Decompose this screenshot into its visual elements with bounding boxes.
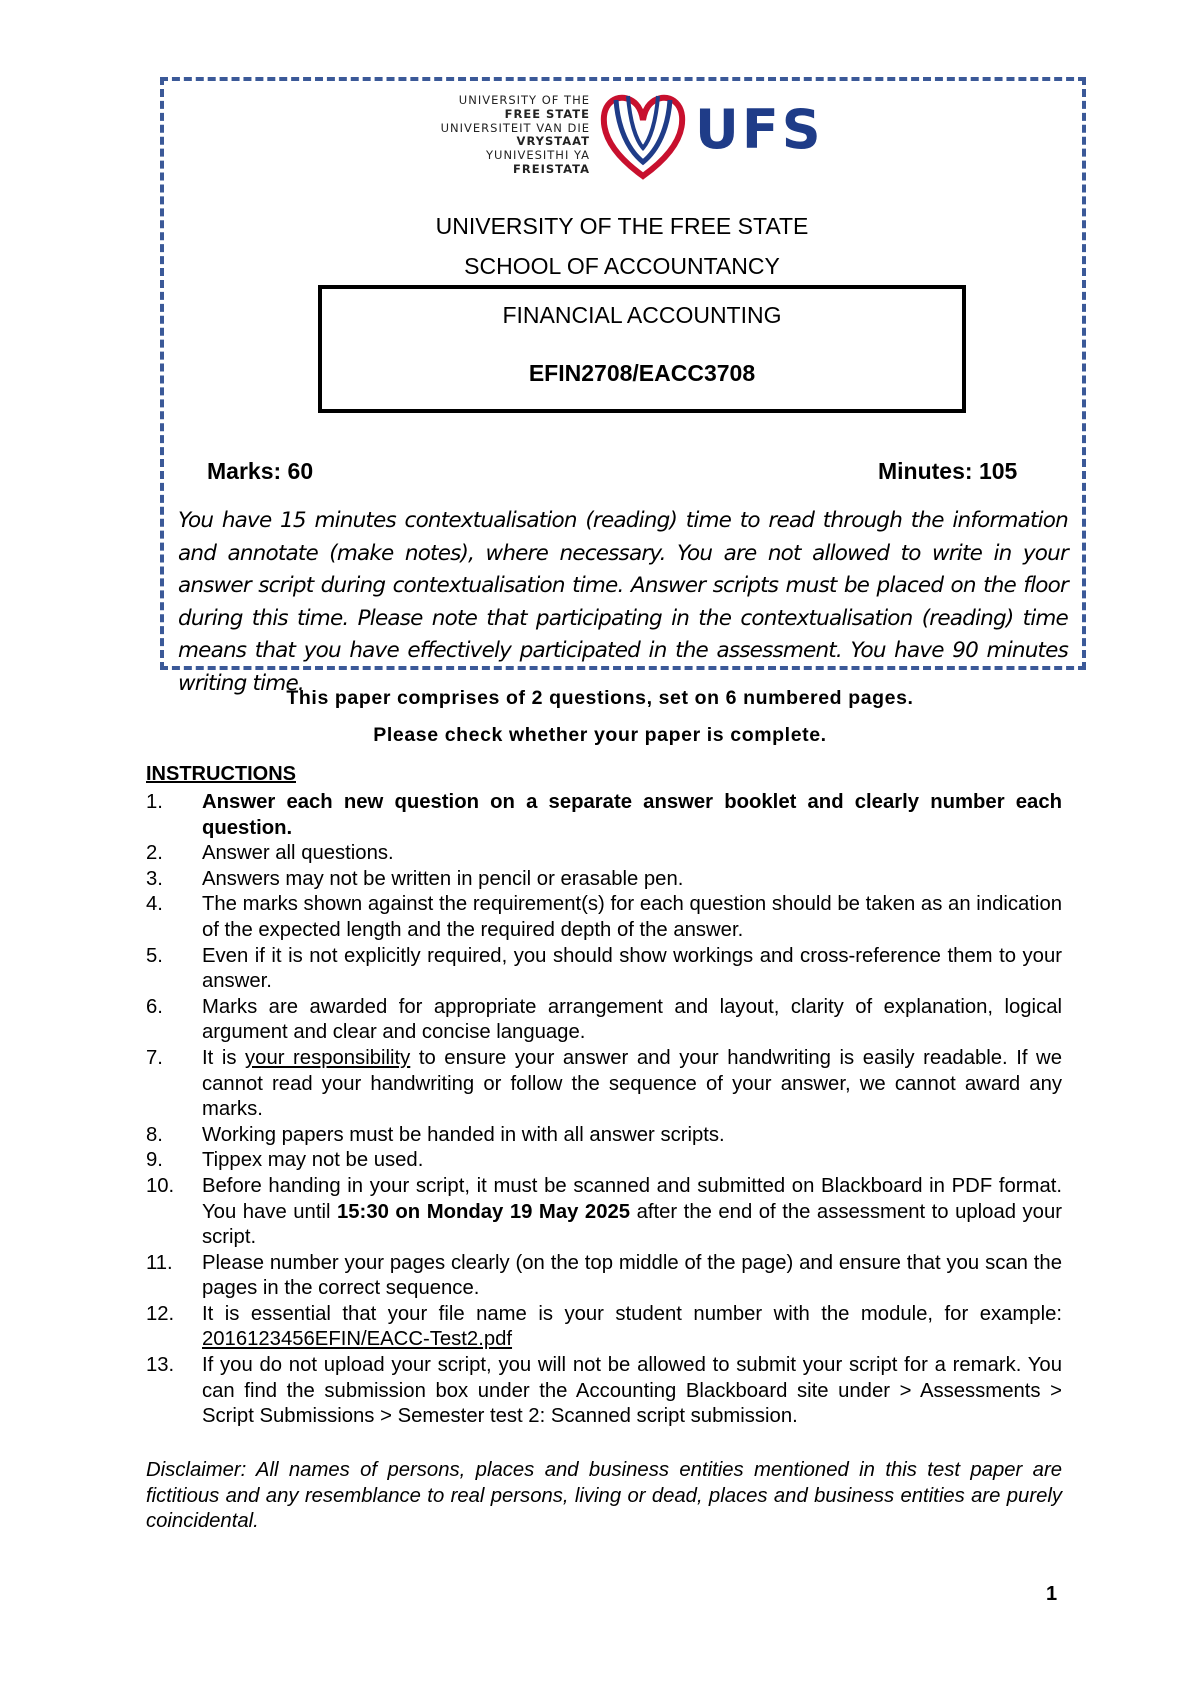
list-item	[146, 1148, 1062, 1174]
item-number: 7.	[146, 1046, 163, 1069]
logo-wordmark	[440, 94, 590, 177]
item-number: 6.	[146, 995, 163, 1018]
item-text: Answers may not be written in pencil or erasable pen.	[202, 867, 684, 890]
item-number: 8.	[146, 1123, 163, 1146]
example-filename: 2016123456EFIN/EACC-Test2.pdf	[202, 1328, 513, 1351]
item-text-part: It is	[202, 1046, 246, 1069]
item-number: 11.	[146, 1251, 173, 1274]
school-name: SCHOOL OF ACCOUNTANCY	[464, 253, 780, 279]
item-text	[202, 1303, 1062, 1351]
item-number: 9.	[146, 1149, 163, 1172]
deadline-text: 15:30 on Monday 19 May 2025	[337, 1200, 631, 1223]
course-title: FINANCIAL ACCOUNTING	[502, 302, 782, 328]
item-text: The marks shown against the requirement(s) for each question should be taken as an indication of the expected length and the required depth of the answer.	[202, 893, 1062, 941]
list-item	[146, 790, 1062, 841]
list-item	[146, 841, 1062, 867]
logo-line: FREISTATA	[513, 161, 590, 176]
page-number: 1	[1046, 1583, 1058, 1605]
list-item	[146, 1123, 1062, 1149]
list-item	[146, 1251, 1062, 1302]
emphasis-responsibility: your responsibility	[245, 1046, 411, 1069]
item-number: 12.	[146, 1302, 175, 1325]
list-item	[146, 1302, 1062, 1353]
logo-abbreviation: UFS	[695, 98, 824, 161]
list-item	[146, 944, 1062, 995]
disclaimer: Disclaimer: All names of persons, places and business entities mentioned in this test paper are fictitious and any resemblance to real persons, living or dead, places and business entities are purely coincidental.	[146, 1459, 1062, 1533]
marks-label: Marks: 60	[207, 458, 314, 484]
course-box	[318, 285, 966, 413]
item-text: Working papers must be handed in with all answer scripts.	[202, 1123, 725, 1146]
contextualisation-note: You have 15 minutes contextualisation (reading) time to read through the information and annotate (make notes), where necessary. You are not allowed to write in your answer script during contextualisation time. Answer scripts must be placed on the floor during this time. Please note that participating in the contextualisation (reading) time means that you have effectively participated in the assessment. You have 90 minutes writing time.	[178, 508, 1068, 696]
item-number: 1.	[146, 791, 163, 813]
item-text-part: after the end of the assessment to upload your script.	[202, 1200, 1062, 1249]
item-text: Marks are awarded for appropriate arrangement and layout, clarity of explanation, logical argument and clear and concise language.	[202, 995, 1062, 1044]
check-statement: Please check whether your paper is complete.	[373, 724, 827, 746]
item-text: Tippex may not be used.	[202, 1149, 424, 1172]
instructions-list	[146, 790, 1062, 1430]
ufs-logo	[440, 88, 824, 180]
list-item	[146, 867, 1062, 893]
list-item	[146, 892, 1062, 943]
item-text-part: to ensure your answer and your handwriting is easily readable. If we cannot read your handwriting or follow the sequence of your answer, we cannot award any marks.	[202, 1046, 1062, 1121]
item-text: If you do not upload your script, you will not be allowed to submit your script for a remark. You can find the submission box under the Accounting Blackboard site under > Assessments > Script Submissions > Semester test 2: Scanned script submission.	[202, 1354, 1062, 1428]
item-text: Even if it is not explicitly required, you should show workings and cross-reference them to your answer.	[202, 944, 1062, 993]
minutes-label: Minutes: 105	[878, 458, 1018, 484]
logo-line: UNIVERSITEIT VAN DIE	[440, 120, 590, 135]
item-text: Answer each new question on a separate answer booklet and clearly number each question.	[202, 791, 1062, 839]
item-number: 13.	[146, 1354, 175, 1377]
item-number: 2.	[146, 842, 163, 865]
item-number: 10.	[146, 1174, 175, 1197]
item-text: Please number your pages clearly (on the top middle of the page) and ensure that you scan the pages in the correct sequence.	[202, 1251, 1062, 1300]
logo-line: VRYSTAAT	[516, 134, 590, 149]
list-item	[146, 1353, 1062, 1430]
list-item	[146, 1174, 1062, 1251]
logo-line: YUNIVESITHI YA	[486, 148, 590, 163]
item-number: 5.	[146, 944, 163, 967]
item-text-part: Before handing in your script, it must be scanned and submitted on Blackboard in PDF format. You have until	[202, 1174, 1062, 1223]
instructions-heading: INSTRUCTIONS	[146, 763, 296, 785]
item-text	[202, 1047, 1062, 1120]
item-text	[202, 1175, 1062, 1248]
list-item	[146, 1046, 1062, 1123]
item-text: Answer all questions.	[202, 842, 394, 865]
course-code: EFIN2708/EACC3708	[528, 360, 756, 386]
logo-line: UNIVERSITY OF THE	[458, 93, 590, 107]
item-number: 3.	[146, 867, 163, 890]
item-number: 4.	[146, 893, 163, 916]
list-item	[146, 995, 1062, 1046]
ufs-heart-icon	[598, 88, 688, 180]
item-text-part: It is essential that your file name is your student number with the module, for example:	[202, 1302, 1062, 1325]
logo-line: FREE STATE	[504, 106, 590, 121]
university-name: UNIVERSITY OF THE FREE STATE	[435, 213, 809, 239]
pages-statement: This paper comprises of 2 questions, set on 6 numbered pages.	[286, 687, 914, 709]
